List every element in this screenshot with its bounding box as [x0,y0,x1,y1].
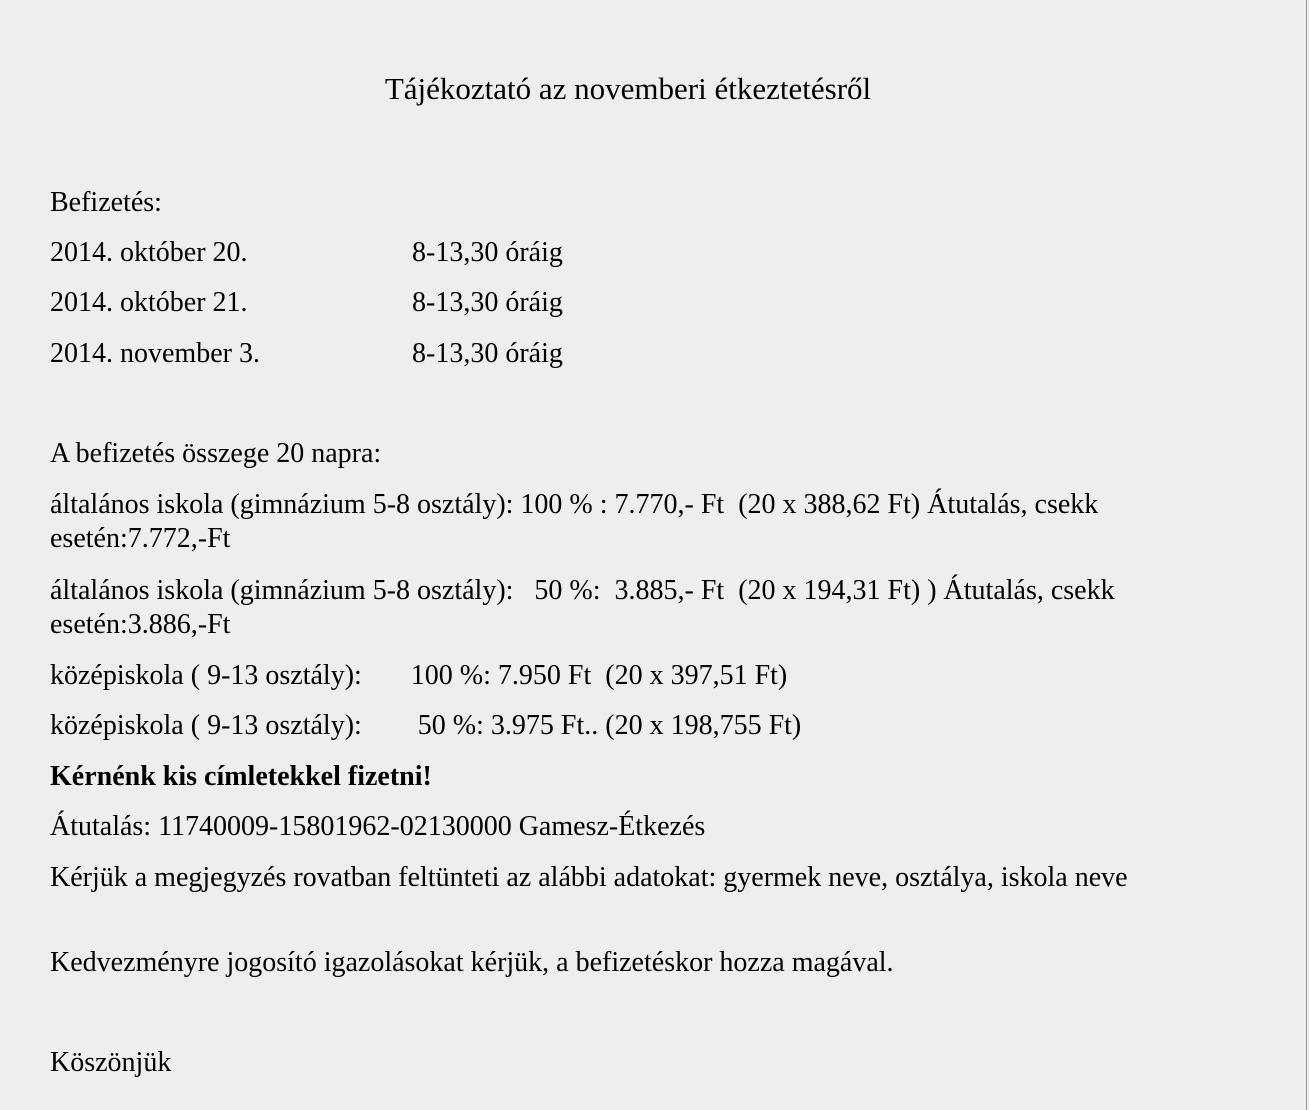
payment-time: 8-13,30 óráig [412,287,563,318]
transfer-account: Átutalás: 11740009-15801962-02130000 Gamesz-Étkezés [50,811,706,842]
page-title: Tájékoztató az novemberi étkeztetésről [384,71,872,106]
price-line: általános iskola (gimnázium 5-8 osztály): 100 % : 7.770,- Ft (20 x 388,62 Ft) Átutalás, csekk esetén:7.772,-Ft [50,489,1106,554]
payment-date-row [50,286,563,320]
small-notes-request: Kérnénk kis címletekkel fizetni! [50,761,432,792]
payment-date-row [50,337,563,371]
price-line: középiskola ( 9-13 osztály): 100 %: 7.950 Ft (20 x 397,51 Ft) [50,660,788,691]
price-line: általános iskola (gimnázium 5-8 osztály): 50 %: 3.885,- Ft (20 x 194,31 Ft) ) Átutalás, csekk esetén:3.886,-Ft [50,575,1122,640]
payment-label: Befizetés: [50,187,162,218]
payment-date: 2014. október 21. [50,287,248,318]
payment-date-row [50,236,563,270]
price-line: középiskola ( 9-13 osztály): 50 %: 3.975 Ft.. (20 x 198,755 Ft) [50,710,802,741]
payment-date: 2014. november 3. [50,338,260,369]
payment-time: 8-13,30 óráig [412,237,563,268]
payment-date: 2014. október 20. [50,237,248,268]
payment-time: 8-13,30 óráig [412,338,563,369]
discount-note: Kedvezményre jogosító igazolásokat kérjük, a befizetéskor hozza magával. [50,947,894,978]
thanks: Köszönjük [50,1047,172,1078]
amount-heading: A befizetés összege 20 napra: [50,438,382,469]
comment-request: Kérjük a megjegyzés rovatban feltünteti az alábbi adatokat: gyermek neve, osztálya, iskola neve [50,862,1128,893]
page-right-border [1306,0,1307,1110]
